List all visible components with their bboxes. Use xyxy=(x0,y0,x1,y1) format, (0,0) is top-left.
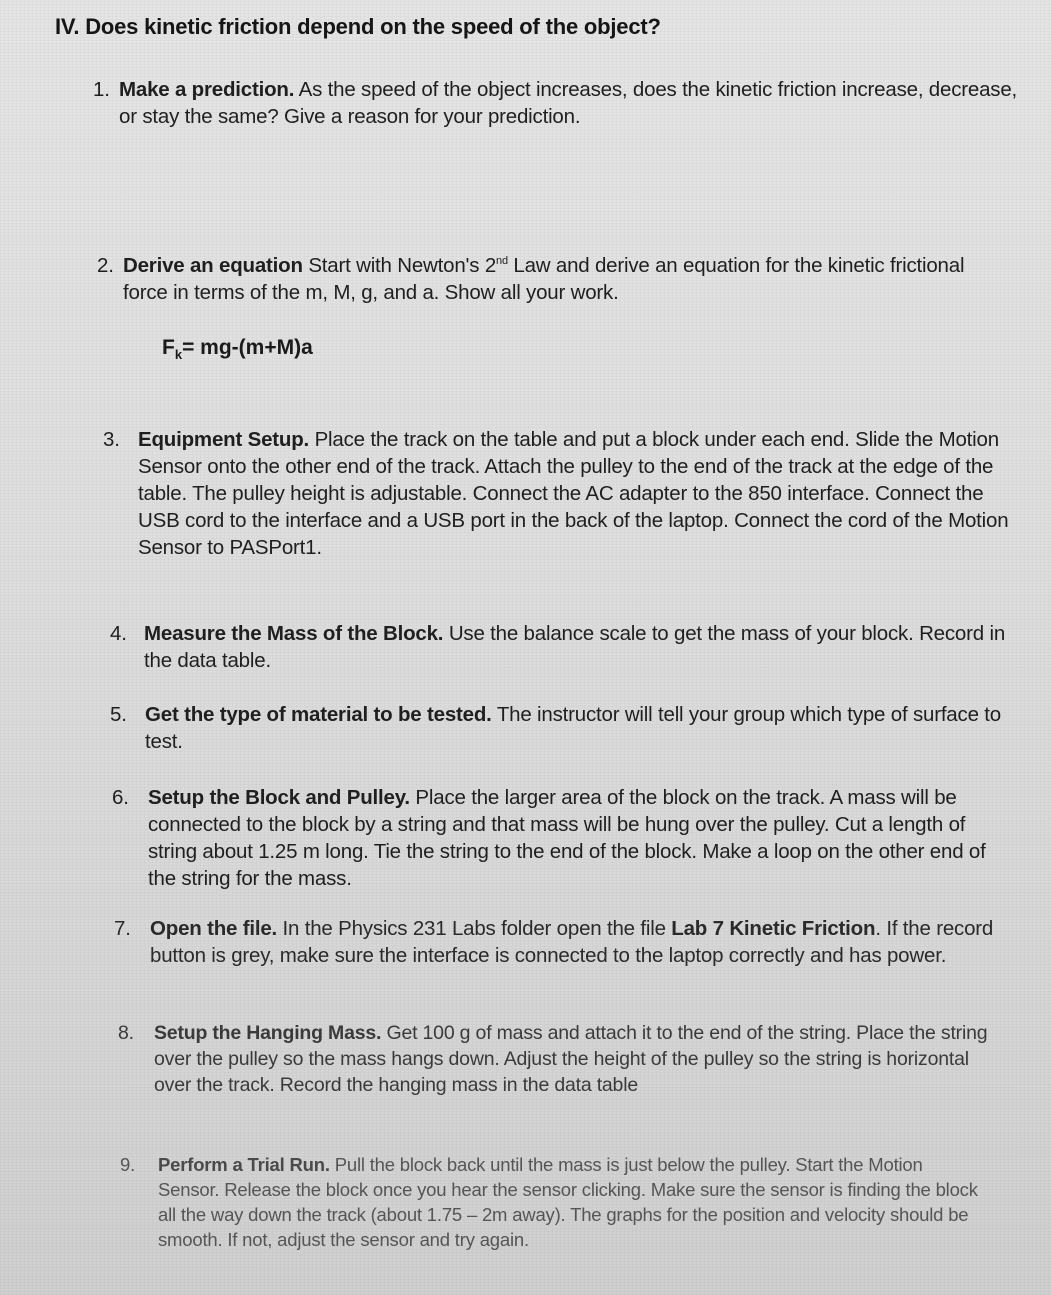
item-text: The instructor will tell your group which type of surface to test. xyxy=(145,703,1001,753)
item-text-continued: Law and derive an equation for the kinetic frictional force in terms of the m, M, g, and a. Show all your work. xyxy=(123,254,965,304)
item-title: Perform a Trial Run. xyxy=(158,1154,330,1175)
list-item-8 xyxy=(118,1020,988,1098)
item-text: In the Physics 231 Labs folder open the file xyxy=(282,917,672,940)
item-number: 7. xyxy=(114,917,131,940)
friction-equation xyxy=(162,336,313,362)
list-item-3 xyxy=(103,426,1028,561)
section-heading: IV. Does kinetic friction depend on the speed of the object? xyxy=(55,14,661,39)
item-number: 4. xyxy=(110,622,127,645)
item-title: Make a prediction. xyxy=(119,78,295,101)
item-number: 1. xyxy=(93,78,110,101)
list-item-7 xyxy=(114,915,994,969)
list-item-5 xyxy=(110,701,1005,755)
item-number: 6. xyxy=(112,786,129,809)
list-item-6 xyxy=(112,784,997,892)
item-title: Measure the Mass of the Block. xyxy=(144,622,444,645)
item-text: As the speed of the object increases, does the kinetic friction increase, decrease, or stay the same? Give a reason for your prediction. xyxy=(119,78,1018,128)
item-text: Place the track on the table and put a block under each end. Slide the Motion Sensor onto the other end of the track. Attach the pulley to the end of the track at the edge of the table. The pulley height is adjustable. Connect the AC adapter to the 850 interface. Connect the USB cord to the interface and a USB port in the back of the laptop. Connect the cord of the Motion Sensor to PASPort1. xyxy=(138,428,1009,559)
item-number: 2. xyxy=(97,254,114,277)
equation-subscript: k xyxy=(174,347,183,363)
file-name: Lab 7 Kinetic Friction xyxy=(671,917,876,940)
item-number: 9. xyxy=(120,1154,136,1175)
item-title: Open the file. xyxy=(150,917,278,940)
equation-lhs: F xyxy=(162,336,175,359)
item-superscript: nd xyxy=(496,255,508,268)
list-item-2 xyxy=(97,252,1007,306)
item-title: Derive an equation xyxy=(123,254,303,277)
item-number: 5. xyxy=(110,703,127,726)
item-title: Get the type of material to be tested. xyxy=(145,703,492,726)
item-number: 3. xyxy=(103,428,120,451)
item-title: Setup the Hanging Mass. xyxy=(154,1022,382,1044)
item-text: Place the larger area of the block on the track. A mass will be connected to the block by a string and that mass will be hung over the pulley. Cut a length of string about 1.25 m long. Tie the string to the end of the block. Make a loop on the other end of the string for the mass. xyxy=(148,786,986,890)
item-text: Get 100 g of mass and attach it to the end of the string. Place the string over the pulley so the mass hangs down. Adjust the height of the pulley so the string is horizontal over the track. Record the hanging mass in the data table xyxy=(154,1022,988,1096)
item-number: 8. xyxy=(118,1022,134,1044)
item-text: Pull the block back until the mass is just below the pulley. Start the Motion Sensor. Release the block once you hear the sensor clicking. Make sure the sensor is finding the block all the way down the track (about 1.75 – 2m away). The graphs for the position and velocity should be smooth. If not, adjust the sensor and try again. xyxy=(158,1154,978,1250)
item-title: Equipment Setup. xyxy=(138,428,310,451)
list-item-1 xyxy=(93,76,1023,130)
item-text-continued: . If the record button is grey, make sure the interface is connected to the laptop correctly and has power. xyxy=(150,917,994,967)
item-title: Setup the Block and Pulley. xyxy=(148,786,410,809)
list-item-4 xyxy=(110,620,1015,674)
list-item-9 xyxy=(120,1152,980,1252)
item-text: Use the balance scale to get the mass of your block. Record in the data table. xyxy=(144,622,1006,672)
equation-rhs: = mg-(m+M)a xyxy=(182,336,313,359)
item-text: Start with Newton's 2 xyxy=(308,254,497,277)
